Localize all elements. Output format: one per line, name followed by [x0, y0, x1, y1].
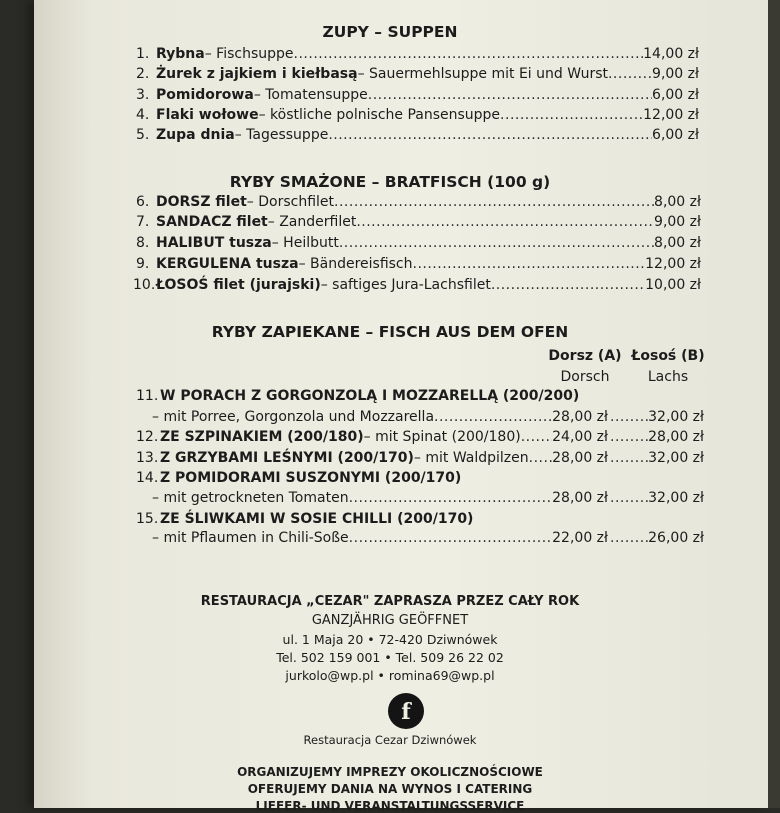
price-b: 32,00 zł	[648, 450, 704, 466]
leader-dots	[328, 127, 652, 143]
item-name: Pomidorowa	[156, 87, 254, 103]
leader-dots	[500, 107, 643, 123]
item-number: 12.	[136, 429, 159, 445]
leader-dots	[610, 409, 648, 425]
item-number: 6.	[136, 194, 150, 210]
item-name: ZE SZPINAKIEM (200/180)	[160, 429, 364, 445]
item-description: – Tomatensuppe	[253, 87, 368, 103]
menu-item	[0, 511, 780, 531]
item-name: ŁOSOŚ filet (jurajski)	[156, 277, 321, 293]
menu-item	[0, 194, 780, 214]
price-b: 26,00 zł	[648, 530, 704, 546]
fried-fish-title: RYBY SMAŻONE – BRATFISCH (100 g)	[229, 173, 551, 191]
column-b-header: Łosoś (B)	[631, 348, 705, 364]
item-number: 9.	[136, 256, 150, 272]
facebook-icon: f	[388, 693, 424, 729]
leader-dots	[368, 87, 652, 103]
item-description: – Bändereisfisch	[298, 256, 413, 272]
item-number: 7.	[136, 214, 150, 230]
leader-dots	[349, 490, 553, 506]
leader-dots	[413, 256, 646, 272]
item-description: – Fischsuppe	[204, 46, 294, 62]
baked-fish-title: RYBY ZAPIEKANE – FISCH AUS DEM OFEN	[211, 323, 569, 341]
leader-dots	[610, 490, 648, 506]
menu-item	[0, 277, 780, 297]
menu-item-detail	[0, 530, 780, 550]
item-description: – mit Waldpilzen	[413, 450, 529, 466]
soups-title: ZUPY – SUPPEN	[322, 23, 458, 41]
item-description: – Heilbutt	[271, 235, 339, 251]
item-name: KERGULENA tusza	[156, 256, 299, 272]
price-a: 28,00 zł	[552, 409, 608, 425]
leader-dots	[610, 450, 648, 466]
item-price: 9,00 zł	[654, 214, 701, 230]
item-price: 8,00 zł	[654, 194, 701, 210]
item-description: – Dorschfilet	[246, 194, 335, 210]
menu-item-detail	[0, 409, 780, 429]
price-a: 24,00 zł	[552, 429, 608, 445]
column-b-subheader: Lachs	[647, 369, 689, 385]
menu-item	[0, 256, 780, 276]
item-name: HALIBUT tusza	[156, 235, 272, 251]
price-a: 28,00 zł	[552, 450, 608, 466]
menu-item	[0, 450, 780, 470]
item-description: – mit Porree, Gorgonzola und Mozzarella	[152, 409, 435, 425]
footer-emails: jurkolo@wp.pl • romina69@wp.pl	[285, 668, 495, 683]
footer-service: LIEFER- UND VERANSTALTUNGSSERVICE	[255, 799, 525, 813]
item-price: 9,00 zł	[652, 66, 699, 82]
item-name: Rybna	[156, 46, 205, 62]
item-description: – mit Pflaumen in Chili-Soße	[152, 530, 349, 546]
menu-item	[0, 429, 780, 449]
item-description: – köstliche polnische Pansensuppe	[258, 107, 501, 123]
price-a: 28,00 zł	[552, 490, 608, 506]
price-b: 32,00 zł	[648, 490, 704, 506]
item-name: ZE ŚLIWKAMI W SOSIE CHILLI (200/170)	[160, 511, 474, 527]
item-number: 5.	[136, 127, 150, 143]
item-price: 10,00 zł	[645, 277, 701, 293]
price-b: 28,00 zł	[648, 429, 704, 445]
item-description: – mit Spinat (200/180)	[363, 429, 521, 445]
menu-item	[0, 46, 780, 66]
item-name: W PORACH Z GORGONZOLĄ I MOZZARELLĄ (200/200)	[160, 388, 580, 404]
footer-phones: Tel. 502 159 001 • Tel. 509 26 22 02	[276, 650, 504, 665]
item-number: 13.	[136, 450, 159, 466]
leader-dots	[608, 66, 652, 82]
item-description: – Sauermehlsuppe mit Ei und Wurst	[357, 66, 608, 82]
item-number: 15.	[136, 511, 159, 527]
item-number: 4.	[136, 107, 150, 123]
item-name: DORSZ filet	[156, 194, 247, 210]
item-description: – Zanderfilet	[267, 214, 357, 230]
price-a: 22,00 zł	[552, 530, 608, 546]
item-price: 6,00 zł	[652, 87, 699, 103]
item-number: 2.	[136, 66, 150, 82]
column-a-subheader: Dorsch	[560, 369, 610, 385]
leader-dots	[610, 530, 648, 546]
item-number: 1.	[136, 46, 150, 62]
footer-headline: RESTAURACJA „CEZAR" ZAPRASZA PRZEZ CAŁY ROK	[200, 594, 580, 609]
leader-dots	[529, 450, 553, 466]
item-number: 8.	[136, 235, 150, 251]
item-price: 14,00 zł	[643, 46, 699, 62]
item-price: 12,00 zł	[645, 256, 701, 272]
price-b: 32,00 zł	[648, 409, 704, 425]
footer-takeaway: OFERUJEMY DANIA NA WYNOS I CATERING	[247, 782, 533, 796]
leader-dots	[434, 409, 552, 425]
leader-dots	[610, 429, 648, 445]
menu-item	[0, 235, 780, 255]
menu-item-detail	[0, 490, 780, 510]
leader-dots	[356, 214, 654, 230]
leader-dots	[294, 46, 644, 62]
item-description: – saftiges Jura-Lachsfilet	[320, 277, 491, 293]
item-number: 11.	[136, 388, 159, 404]
menu-item	[0, 127, 780, 147]
item-description: – mit getrockneten Tomaten	[152, 490, 349, 506]
leader-dots	[334, 194, 654, 210]
item-price: 8,00 zł	[654, 235, 701, 251]
footer-events: ORGANIZUJEMY IMPREZY OKOLICZNOŚCIOWE	[237, 765, 543, 779]
item-price: 12,00 zł	[643, 107, 699, 123]
menu-item	[0, 388, 780, 408]
footer-subline: GANZJÄHRIG GEÖFFNET	[311, 613, 469, 628]
item-name: SANDACZ filet	[156, 214, 268, 230]
column-a-header: Dorsz (A)	[548, 348, 622, 364]
menu-item	[0, 214, 780, 234]
menu-item	[0, 66, 780, 86]
leader-dots	[521, 429, 552, 445]
item-number: 10.	[133, 277, 156, 293]
leader-dots	[339, 235, 654, 251]
menu-item	[0, 87, 780, 107]
item-number: 3.	[136, 87, 150, 103]
leader-dots	[491, 277, 645, 293]
item-number: 14.	[136, 470, 159, 486]
item-name: Z GRZYBAMI LEŚNYMI (200/170)	[160, 450, 414, 466]
item-name: Żurek z jajkiem i kiełbasą	[156, 66, 358, 82]
footer-address: ul. 1 Maja 20 • 72-420 Dziwnówek	[282, 632, 498, 647]
item-price: 6,00 zł	[652, 127, 699, 143]
item-name: Flaki wołowe	[156, 107, 259, 123]
menu-item	[0, 107, 780, 127]
item-name: Zupa dnia	[156, 127, 235, 143]
menu-item	[0, 470, 780, 490]
item-name: Z POMIDORAMI SUSZONYMI (200/170)	[160, 470, 462, 486]
item-description: – Tagessuppe	[234, 127, 329, 143]
facebook-label: Restauracja Cezar Dziwnówek	[303, 733, 477, 747]
leader-dots	[349, 530, 552, 546]
